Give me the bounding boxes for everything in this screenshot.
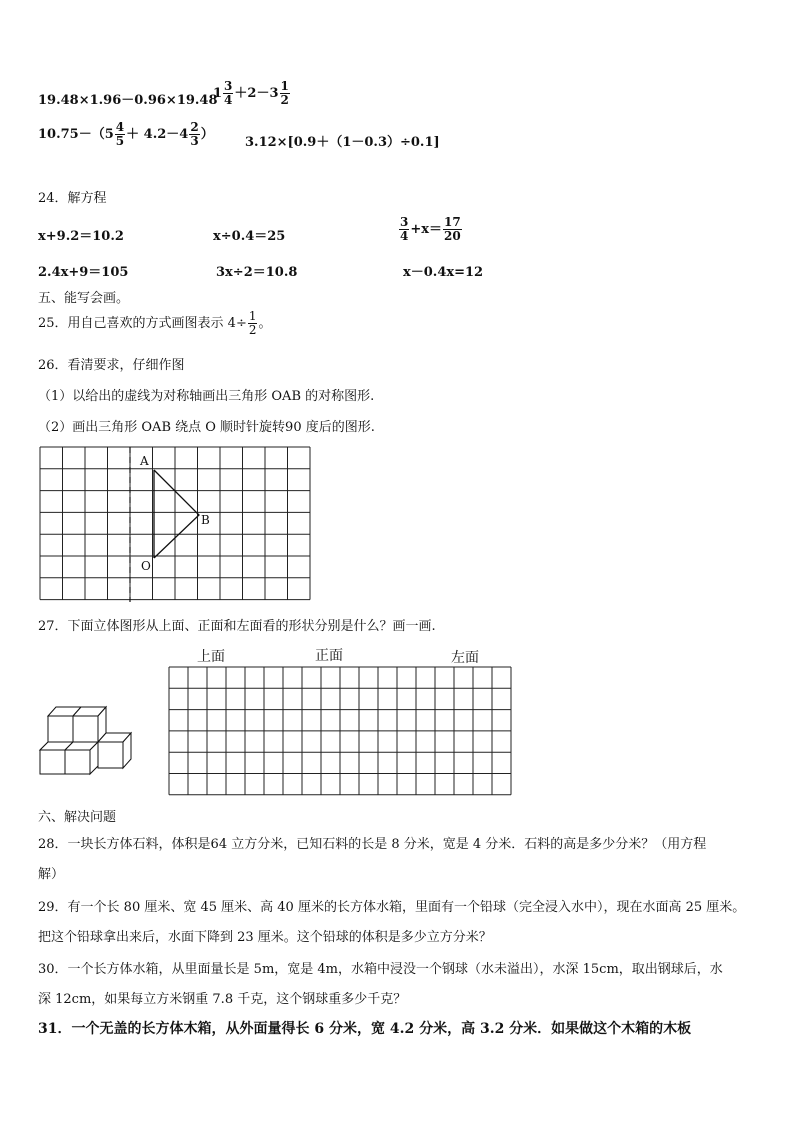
calc-expr-3: 10.75－（5 $\frac{4}{5}$ ＋ 4.2－4 $\frac{2}{3}$ ） — [38, 120, 214, 148]
calc-expr-4: 3.12×[0.9＋（1－0.3）÷0.1] — [245, 135, 440, 150]
q31-line1: 31．一个无盖的长方体木箱，从外面量得长 6 分米，宽 4.2 分米，高 3.2 分米．如果做这个木箱的木板 — [38, 1021, 692, 1037]
q26-part2: （2）画出三角形 OAB 绕点 O 顺时针旋转90 度后的图形. — [38, 420, 375, 435]
q25-text: 25．用自己喜欢的方式画图表示 4÷ $\frac{1}{2}$ 。 — [38, 309, 272, 337]
label-o: O — [141, 559, 151, 573]
q24-eq5: 3x÷2＝10.8 — [216, 265, 298, 280]
label-left-view: 左面 — [451, 650, 479, 666]
section-6-heading: 六、解决问题 — [38, 810, 117, 825]
q26-title: 26．看清要求，仔细作图 — [38, 358, 185, 373]
label-b: B — [201, 513, 210, 527]
section-5-heading: 五、能写会画。 — [38, 291, 130, 306]
calc-expr-1: 19.48×1.96－0.96×19.48 — [38, 93, 218, 108]
q27-title: 27．下面立体图形从上面、正面和左面看的形状分别是什么？画一画. — [38, 619, 436, 634]
q24-eq3: $\frac{3}{4}$ +x＝ $\frac{17}{20}$ — [400, 215, 461, 243]
q29-line1: 29．有一个长 80 厘米、宽 45 厘米、高 40 厘米的长方体水箱，里面有一个铅球（完全浸入水中），现在水面高 25 厘米。 — [38, 900, 746, 915]
q28-line2: 解） — [38, 867, 65, 882]
label-front-view: 正面 — [315, 648, 343, 664]
q29-line2: 把这个铅球拿出来后，水面下降到 23 厘米。这个铅球的体积是多少立方分米？ — [38, 930, 492, 945]
q24-eq6: x－0.4x=12 — [403, 265, 484, 280]
label-a: A — [140, 454, 149, 468]
q30-line1: 30．一个长方体水箱，从里面量长是 5m，宽是 4m，水箱中浸没一个钢球（水未溢出），水深 15cm，取出钢球后，水 — [38, 962, 723, 977]
q30-line2: 深 12cm，如果每立方米钢重 7.8 千克，这个钢球重多少千克？ — [38, 992, 407, 1007]
q24-eq1: x+9.2＝10.2 — [38, 229, 124, 244]
cube-stack — [40, 707, 131, 774]
q24-title: 24．解方程 — [38, 191, 107, 206]
q27-grid — [169, 667, 511, 795]
q24-eq2: x÷0.4＝25 — [213, 229, 286, 244]
q24-eq4: 2.4x+9＝105 — [38, 265, 129, 280]
q26-part1: （1）以给出的虚线为对称轴画出三角形 OAB 的对称图形. — [38, 389, 375, 404]
calc-expr-2: 1 $\frac{3}{4}$ ＋2－3 $\frac{1}{2}$ — [213, 79, 289, 107]
label-top-view: 上面 — [197, 649, 225, 665]
q28-line1: 28．一块长方体石料，体积是64 立方分米，已知石料的长是 8 分米，宽是 4 分米．石料的高是多少分米？（用方程 — [38, 837, 707, 852]
